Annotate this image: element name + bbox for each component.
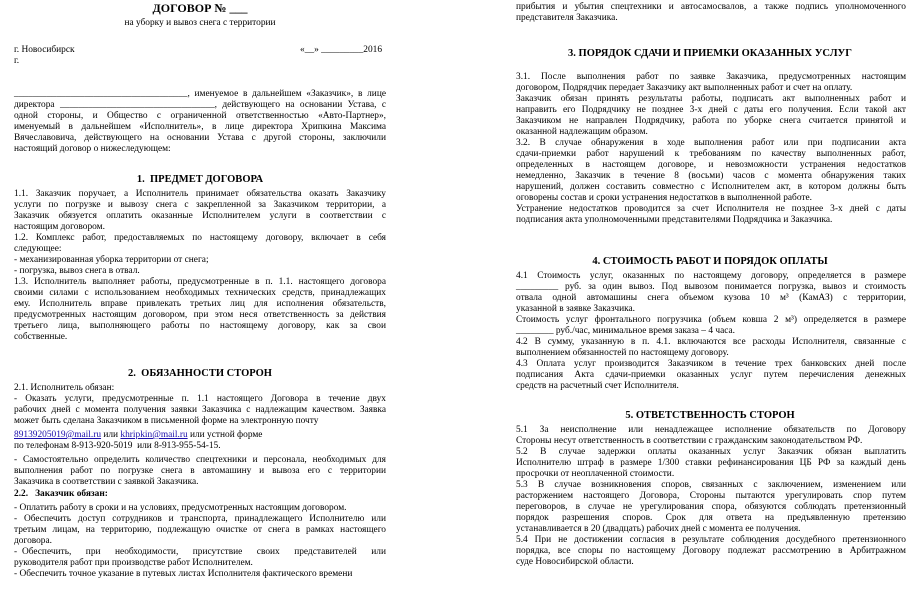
text-line: 1.1. Заказчик поручает, а Исполнитель принимает обязательства оказать Заказчику	[14, 189, 386, 199]
text-line: 2.1. Исполнитель обязан:	[14, 383, 115, 393]
text-line: определенных в настоящем договоре, и невозможности устранения недостатков	[516, 160, 906, 170]
email-link-2[interactable]: khripkin@mail.ru	[120, 430, 188, 440]
section-1-title: 1. ПРЕДМЕТ ДОГОВОРА	[136, 174, 264, 185]
text-line: выполнением обязанностей по настоящему договору.	[516, 348, 729, 358]
contract-title: ДОГОВОР № ___	[152, 1, 248, 15]
text-line: переговоров, в случае не урегулирования спора, обязуются соблюдать претензионный	[516, 502, 906, 512]
email-link-1[interactable]: 8913920501​9@mail.ru	[14, 430, 102, 440]
text-line: указанной в заявке Заказчика.	[516, 304, 636, 314]
or-text-1: или	[101, 430, 121, 440]
text-line: третьим лицам, на территорию, подлежащую очистке от снега в рамках настоящего	[14, 525, 386, 535]
text-line: - погрузка, вывоз снега в отвал.	[14, 266, 140, 276]
text-line: Заказчиком не направлен Подрядчику, работа по уборке снега считается принятой и	[516, 116, 906, 126]
text-line: - механизированная уборка территории от снега;	[14, 255, 209, 265]
text-line: 4.3 Оплата услуг производится Заказчиком в течение трех банковских дней после	[516, 359, 906, 369]
text-line: Заказчик обязан принять результаты работы, подписать акт выполненных работ и	[516, 94, 906, 104]
text-line: 4.1 Стоимость услуг, оказанных по настоящему договору, определяется в размере	[516, 271, 906, 281]
text-line: услуги по погрузке и вывозу снега с закрепленной за Заказчиком территории, а	[14, 200, 386, 210]
or-text-2: или устной форме	[187, 430, 263, 440]
text-line: оказанной надлежащим образом.	[516, 127, 648, 137]
text-line: руководителя работ при производстве работ Исполнителем.	[14, 558, 253, 568]
text-line: собственные.	[14, 332, 68, 342]
text-line: 5.2 В случае задержки оплаты оказанных услуг Заказчик обязан выплатить	[516, 447, 906, 457]
section-4-title: 4. СТОИМОСТЬ РАБОТ И ПОРЯДОК ОПЛАТЫ	[592, 256, 828, 267]
text-line: 1.3. Исполнитель выполняет работы, предусмотренные в п. 1.1. настоящего договора	[14, 277, 386, 287]
text-line: 3.1. После выполнения работ по заявке Заказчика, предусмотренных настоящим	[516, 72, 906, 82]
section-2-2-heading: 2.2. Заказчик обязан:	[14, 489, 108, 499]
text-line: Заказчик обязуется оплатить оказанные Исполнителем услуги в соответствии с	[14, 211, 386, 221]
text-line: устанавливается в 20 (двадцать) рабочих дней с момента ее получения.	[516, 524, 801, 534]
text-line: - Самостоятельно определить количество спецтехники и персонала, необходимых для	[14, 455, 386, 465]
text-line: - Обеспечить доступ сотрудников и транспорта, принадлежащего Исполнителю или	[14, 514, 386, 524]
text-line: Стороны несут ответственность в соответствии с гражданским законодательством РФ.	[516, 436, 863, 446]
text-line: Исполнителю штраф в размере 1/300 ставки рефинансирования ЦБ РФ за каждый день	[516, 458, 906, 468]
page-gutter	[400, 0, 510, 589]
text-line: Стоимость услуг фронтального погрузчика (объем ковша 2 м³) определяется в размере	[516, 315, 906, 325]
text-line: _________ руб. за один вывоз. Под вывозом понимается погрузка, вывоз и стоимость	[516, 282, 906, 292]
text-line: порядок разрешения споров. Срок для ответа на предъявленную претензию	[516, 513, 906, 523]
text-line: немедленно, Заказчик в течение 8 (восьми) часов с момента обнаружения таких	[516, 171, 906, 181]
text-line: нарушений, должен составить совместно с Исполнителем акт, в котором должны быть	[516, 182, 906, 192]
text-line: подписания акта уполномоченными представителями Подрядчика и Заказчика.	[516, 215, 833, 225]
text-line: предусмотренных настоящим договором, при этом неся ответственность за действия	[14, 310, 386, 320]
text-line: 3.2. В случае обнаружения в ходе выполнения работ или при подписании акта	[516, 138, 906, 148]
text-line: именуемый в дальнейшем «Исполнитель», в лице директора Хрипкина Максима	[14, 122, 386, 132]
city-label: г. Новосибирск	[14, 45, 75, 55]
text-line: Устранение недостатков проводится за счет Исполнителя не позднее 3-х дней с даты	[516, 204, 906, 214]
section-2-title: 2. ОБЯЗАННОСТИ СТОРОН	[128, 368, 272, 379]
text-line: прибытия и убытия спецтехники и автосамосвалов, а также подпись уполномоченного	[516, 2, 906, 12]
text-line: третьего лица, выполняющего работы по настоящему договору, как за свои	[14, 321, 386, 331]
text-line: Вячеславовича, действующего на основании Устава с другой стороны, заключили	[14, 133, 386, 143]
text-line: порядка, все споры по настоящему Договору подлежат рассмотрению в Арбитражном	[516, 546, 906, 556]
text-line: договора.	[14, 536, 52, 546]
text-line: 5.4 При не достижении согласия в результате соблюдения досудебного претензионного	[516, 535, 906, 545]
contract-date: «__» _________2016	[300, 45, 383, 55]
text-line: договором, Подрядчик передает Заказчику акт выполненных работ и счет на оплату.	[516, 83, 853, 93]
text-line: 1.2. Комплекс работ, предоставляемых по настоящему договору, включает в себя	[14, 233, 386, 243]
text-line: Заказчика в соответствии с заявкой Заказчика.	[14, 477, 199, 487]
text-line: _____________________________________, именуемое в дальнейшем «Заказчик», в лице	[14, 89, 386, 99]
text-line: - Обеспечить точное указание в путевых листах Исполнителя фактического времени	[14, 569, 353, 579]
text-line: может быть сделана Заказчиком в письменной форме на электронную почту	[14, 416, 319, 426]
contract-page-left	[0, 0, 400, 589]
text-line: подписания Акта сдачи-приемки оказанных услуг путем перечисления денежных	[516, 370, 906, 380]
text-line: расторжением настоящего Договора, Стороны пытаются урегулировать спор путем	[516, 491, 906, 501]
section-3-title: 3. ПОРЯДОК СДАЧИ И ПРИЕМКИ ОКАЗАННЫХ УСЛУГ	[568, 48, 852, 59]
text-line: одной стороны, и Общество с ограниченной ответственностью «Авто-Партнер»,	[14, 111, 386, 121]
text-line: 5.1 За неисполнение или ненадлежащее исполнение обязательств по Договору	[516, 425, 906, 435]
text-line: - Обеспечить, при необходимости, присутствие своих представителей или	[14, 547, 386, 557]
contract-subtitle: на уборку и вывоз снега с территории	[124, 18, 276, 28]
text-line: директора _________________________________, действующего на основании Устава, с	[14, 100, 386, 110]
text-line: ________ руб./час, минимальное время заказа – 4 часа.	[516, 326, 736, 336]
text-line: своими силами с использованием необходимых технических средств, принадлежащих	[14, 288, 386, 298]
section-5-title: 5. ОТВЕТСТВЕННОСТЬ СТОРОН	[625, 410, 795, 421]
text-line: ему. Исполнитель вправе привлекать третьих лиц для исполнения обязательств,	[14, 299, 386, 309]
text-line: отвала одной автомашины снега объемом кузова 10 м³ (КамАЗ) с территории,	[516, 293, 906, 303]
text-line: - Оказать услуги, предусмотренные п. 1.1 настоящего Договора в течение двух	[14, 394, 386, 404]
text-line: выполнения работ по погрузке снега в автомашину и вывоза его с территории	[14, 466, 386, 476]
text-line: оговорены состав и сроки устранения недостатков в выполненной работе.	[516, 193, 812, 203]
text-line: сдачи-приемки работ нарушений к требованиям по качеству выполненных работ,	[516, 149, 906, 159]
contract-page-right	[510, 0, 910, 589]
text-line: 4.2 В сумму, указанную в п. 4.1. включаются все расходы Исполнителя, связанные с	[516, 337, 906, 347]
text-line: средств на расчетный счет Исполнителя.	[516, 381, 679, 391]
text-line: просрочки от неоплаченной стоимости.	[516, 469, 675, 479]
text-line: представителя Заказчика.	[516, 13, 618, 23]
text-line: направить его Подрядчику не позднее 3-х дней с даты его получения. Если такой акт	[516, 105, 906, 115]
text-line: настоящий договор о нижеследующем:	[14, 144, 171, 154]
text-line: настоящим договором.	[14, 222, 105, 232]
text-line: 5.3 В случае возникновения споров, связанных с заключением, изменением или	[516, 480, 906, 490]
text-line: рабочих дней с момента получения заявки Заказчика с надлежащим качеством. Заявка	[14, 405, 386, 415]
text-line: следующее:	[14, 244, 62, 254]
text-line: - Оплатить работу в сроки и на условиях, предусмотренных настоящим договором.	[14, 503, 347, 513]
contact-line	[14, 430, 262, 441]
phones-line: по телефонам 8-913-920-5019 или 8-913-955-54-15.	[14, 441, 221, 451]
text-line: суде Новосибирской области.	[516, 557, 634, 567]
city-label-2: г.	[14, 56, 20, 66]
